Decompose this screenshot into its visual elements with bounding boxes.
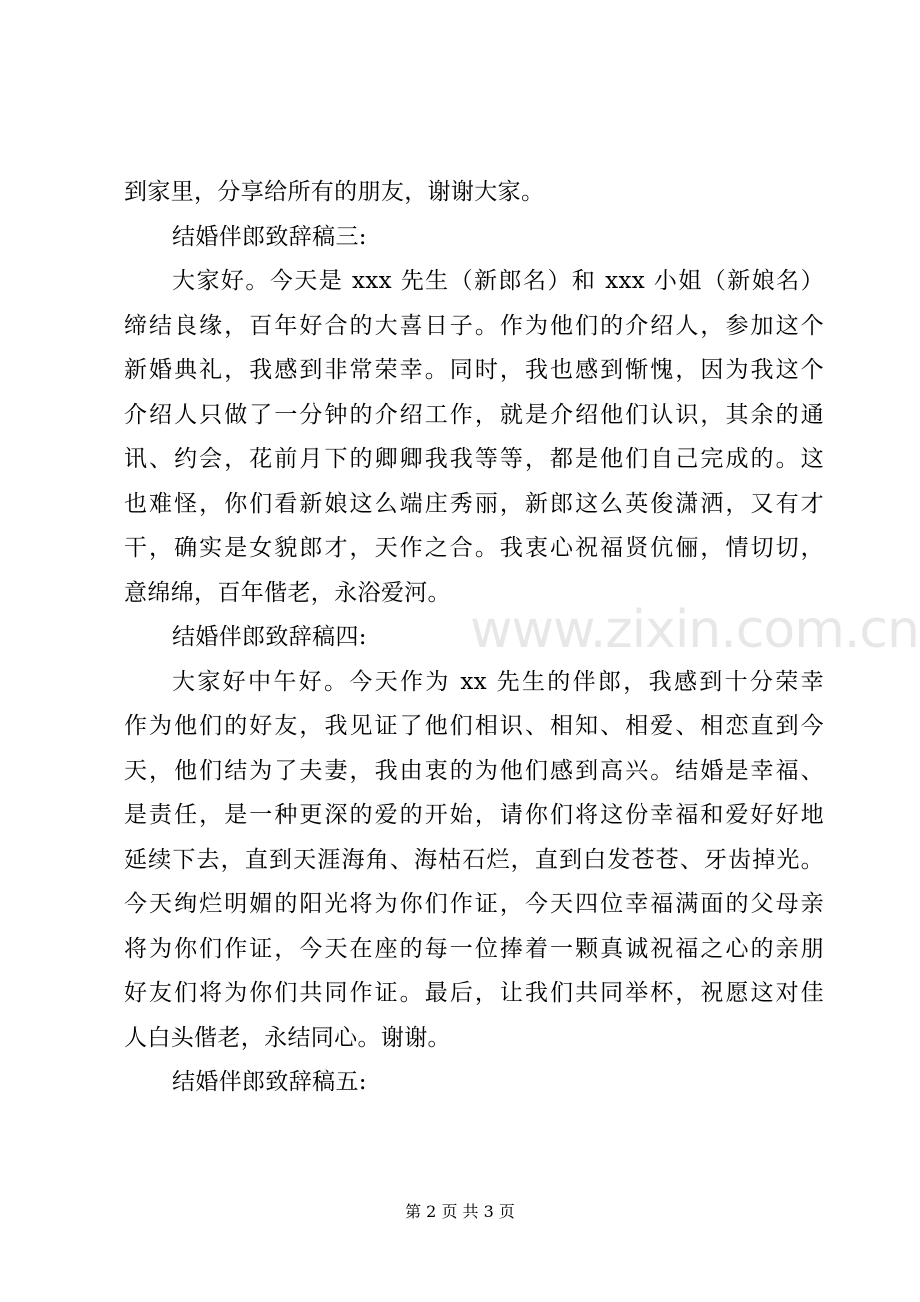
text-line: 作为他们的好友，我见证了他们相识、相知、相爱、相恋直到今 <box>124 713 824 739</box>
text-line: 结婚伴郎致辞稿三: <box>172 223 367 250</box>
text-line: 大家好。今天是 xxx 先生（新郎名）和 xxx 小姐（新娘名） <box>172 268 824 294</box>
text-line: 结婚伴郎致辞稿五: <box>172 1069 367 1095</box>
page-number: 第 2 页 共 3 页 <box>405 1202 515 1221</box>
text-line: 新婚典礼，我感到非常荣幸。同时，我也感到惭愧，因为我这个 <box>124 357 824 383</box>
text-line: 今天绚烂明媚的阳光将为你们作证，今天四位幸福满面的父母亲 <box>124 891 824 917</box>
text-line: 好友们将为你们共同作证。最后，让我们共同举杯，祝愿这对佳 <box>124 980 824 1006</box>
text-line: 天，他们结为了夫妻，我由衷的为他们感到高兴。结婚是幸福、 <box>124 757 824 784</box>
text-line: 结婚伴郎致辞稿四: <box>172 624 367 650</box>
text-line: 是责任，是一种更深的爱的开始，请你们将这份幸福和爱好好地 <box>124 802 824 828</box>
text-line: 到家里，分享给所有的朋友，谢谢大家。 <box>124 179 545 205</box>
page-footer <box>0 1200 920 1224</box>
text-line: 将为你们作证，今天在座的每一位捧着一颗真诚祝福之心的亲朋 <box>124 935 824 962</box>
text-line: 干，确实是女貌郎才，天作之合。我衷心祝福贤伉俪，情切切， <box>124 535 824 561</box>
text-line: 讯、约会，花前月下的卿卿我我等等，都是他们自己完成的。这 <box>124 446 824 472</box>
text-line: 意绵绵，百年偕老，永浴爱河。 <box>124 579 451 606</box>
text-line: 也难怪，你们看新娘这么端庄秀丽，新郎这么英俊潇洒，又有才 <box>124 490 824 517</box>
body-text <box>124 170 919 1105</box>
text-line: 大家好中午好。今天作为 xx 先生的伴郎，我感到十分荣幸 <box>172 668 824 695</box>
text-line: 缔结良缘，百年好合的大喜日子。作为他们的介绍人，参加这个 <box>124 312 824 339</box>
text-line: 延续下去，直到天涯海角、海枯石烂，直到白发苍苍、牙齿掉光。 <box>124 846 824 873</box>
watermark: www.zixin.com.cn <box>470 600 919 660</box>
text-line: 人白头偕老，永结同心。谢谢。 <box>124 1024 451 1051</box>
text-line: 介绍人只做了一分钟的介绍工作，就是介绍他们认识，其余的通 <box>124 401 824 428</box>
